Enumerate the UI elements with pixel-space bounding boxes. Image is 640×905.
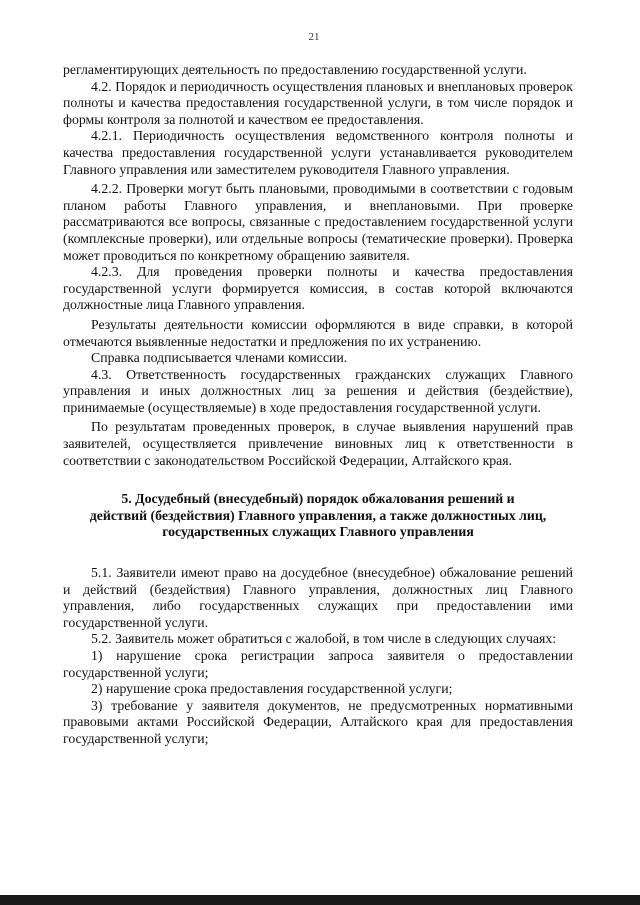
paragraph-4-2-2: 4.2.2. Проверки могут быть плановыми, проводимыми в соответствии с годовым планом работы Главного управления, и внеплановыми. При проверке рассматриваются все вопросы, связанные с предоставлением государственной услуги (комплексные проверки), или отдельные вопросы (тематические проверки). Проверка может проводиться по конкретному обращению заявителя.	[63, 181, 573, 263]
section-heading-line-2: действий (бездействия) Главного управления, а также должностных лиц,	[89, 507, 547, 523]
paragraph-5-1: 5.1. Заявители имеют право на досудебное (внесудебное) обжалование решений и действий (бездействия) Главного управления, должностных лиц Главного управления, либо государственных служащих при предоставлении ими государственной услуги.	[63, 565, 573, 630]
paragraph-commission-results: Результаты деятельности комиссии оформляются в виде справки, в которой отмечаются выявленные недостатки и предложения по их устранению.	[63, 316, 573, 349]
document-body	[63, 62, 573, 748]
page-number: 21	[308, 31, 320, 43]
section-5-heading	[63, 491, 573, 541]
list-item-3: 3) требование у заявителя документов, не предусмотренных нормативными правовыми актами Российской Федерации, Алтайского края для предоставления государственной услуги;	[63, 697, 573, 746]
scan-edge-bar	[0, 895, 640, 905]
paragraph-report-signed: Справка подписывается членами комиссии.	[91, 350, 348, 366]
paragraph-4-2-1: 4.2.1. Периодичность осуществления ведомственного контроля полноты и качества предоставления государственной услуги устанавливается руководителем Главного управления или заместителем руководителя Главного управления.	[63, 128, 573, 177]
paragraph-continuation: регламентирующих деятельность по предоставлению государственной услуги.	[63, 62, 527, 77]
paragraph-4-2: 4.2. Порядок и периодичность осуществления плановых и внеплановых проверок полноты и качества предоставления государственной услуги, в том числе порядок и формы контроля за полнотой и качеством ее предоставления.	[63, 78, 573, 127]
section-heading-line-3: государственных служащих Главного управления	[162, 524, 474, 540]
list-item-1: 1) нарушение срока регистрации запроса заявителя о предоставлении государственной услуги;	[63, 648, 573, 680]
paragraph-4-2-3: 4.2.3. Для проведения проверки полноты и качества предоставления государственной услуги формируется комиссия, в состав которой включаются должностные лица Главного управления.	[63, 264, 573, 313]
paragraph-5-2: 5.2. Заявитель может обратиться с жалобой, в том числе в следующих случаях:	[91, 631, 557, 647]
section-heading-line-1: 5. Досудебный (внесудебный) порядок обжалования решений и	[121, 491, 515, 507]
list-item-2: 2) нарушение срока предоставления государственной услуги;	[91, 681, 453, 697]
paragraph-inspection-results: По результатам проведенных проверок, в случае выявления нарушений прав заявителей, осуществляется привлечение виновных лиц к ответственности в соответствии с законодательством Российской Федерации, Алтайского края.	[63, 419, 573, 468]
paragraph-4-3: 4.3. Ответственность государственных гражданских служащих Главного управления и иных должностных лиц за решения и действия (бездействие), принимаемые (осуществляемые) в ходе предоставления государственной услуги.	[63, 366, 573, 415]
